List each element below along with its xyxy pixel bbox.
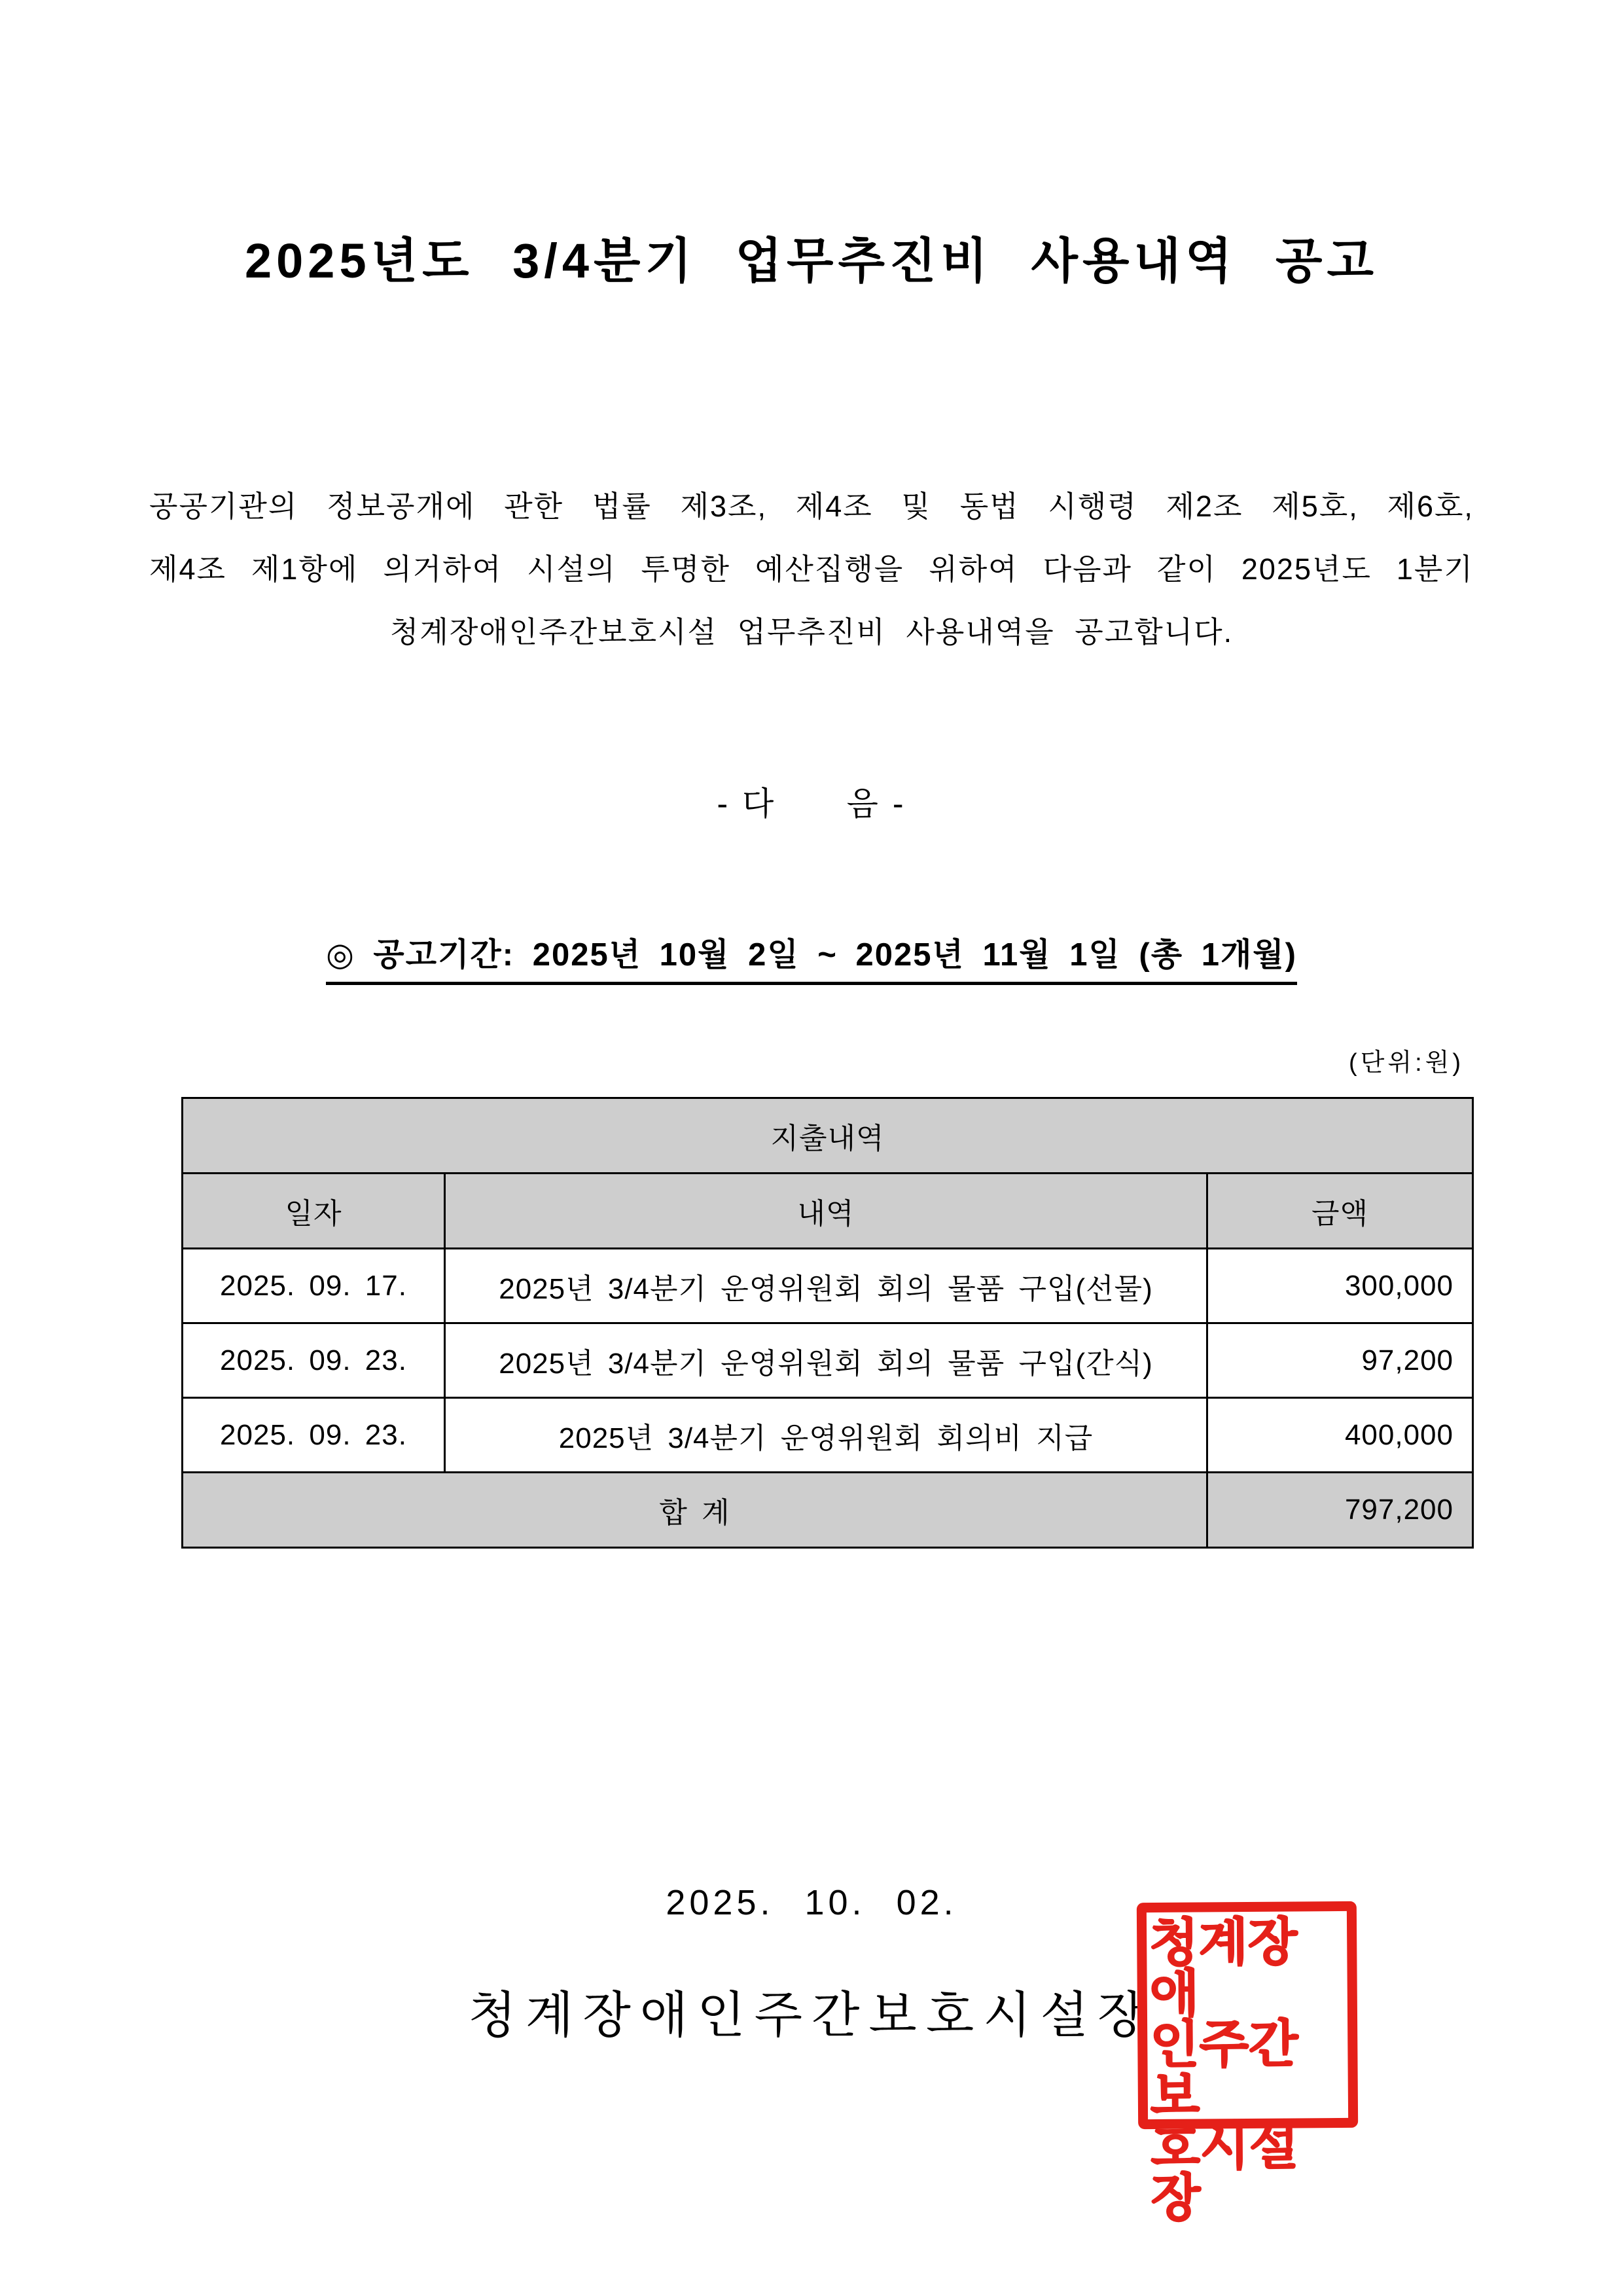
notice-period-text: ◎ 공고기간: 2025년 10월 2일 ~ 2025년 11월 1일 (총 1개월): [326, 929, 1297, 985]
body-word: 제6호,: [1387, 490, 1474, 523]
body-word: 시설의: [527, 552, 616, 586]
cell-amount: 300,000: [1207, 1249, 1473, 1323]
body-word: 및: [901, 490, 931, 523]
official-seal-stamp: [1137, 1901, 1358, 2227]
body-word: 법률: [592, 490, 652, 523]
table-row: [183, 1323, 1473, 1398]
table-header-row: [183, 1174, 1473, 1249]
body-word: 투명한: [641, 552, 730, 586]
body-word: 공공기관의: [149, 490, 298, 523]
body-word: 제4조: [149, 552, 226, 586]
column-header-date: 일자: [183, 1174, 445, 1249]
daum-separator-label: - 다 음 -: [717, 785, 906, 822]
body-word: 제5호,: [1272, 490, 1359, 523]
issue-date: 2025. 10. 02.: [666, 1883, 957, 1922]
column-header-desc: 내역: [445, 1174, 1207, 1249]
cell-date: 2025. 09. 23.: [183, 1398, 445, 1473]
body-word: 같이: [1156, 552, 1217, 586]
table-title: 지출내역: [183, 1098, 1473, 1174]
cell-date: 2025. 09. 23.: [183, 1323, 445, 1398]
body-word: 1분기: [1396, 552, 1474, 586]
seal-text-row: 인주간보: [1150, 2015, 1298, 2125]
body-word: 위하여: [929, 552, 1018, 586]
table-total-row: [183, 1473, 1473, 1548]
unit-label: (단위:원): [1349, 1049, 1464, 1077]
body-word: 정보공개에: [327, 490, 476, 523]
body-word: 시행령: [1048, 490, 1137, 523]
seal-text-row: 청계장애: [1149, 1913, 1298, 2023]
table-title-row: [183, 1098, 1473, 1174]
body-word: 제3조,: [680, 490, 768, 523]
page-title: 2025년도 3/4분기 업무추진비 사용내역 공고: [245, 234, 1378, 288]
body-word: 예산집행을: [755, 552, 904, 586]
body-line-2: [149, 538, 1474, 601]
column-header-amount: 금액: [1207, 1174, 1473, 1249]
cell-amount: 97,200: [1207, 1323, 1473, 1398]
body-line-3: 청계장애인주간보호시설 업무추진비 사용내역을 공고합니다.: [389, 615, 1234, 649]
cell-desc: 2025년 3/4분기 운영위원회 회의 물품 구입(선물): [445, 1249, 1207, 1323]
body-word: 제2조: [1166, 490, 1243, 523]
body-word: 관한: [504, 490, 564, 523]
body-word: 2025년도: [1241, 552, 1372, 586]
body-word: 의거하여: [383, 552, 503, 586]
issuer-name: 청계장애인주간보호시설장: [468, 1988, 1155, 2043]
total-label: 합 계: [183, 1473, 1207, 1548]
seal-text-row: 호시설장: [1150, 2117, 1299, 2227]
cell-amount: 400,000: [1207, 1398, 1473, 1473]
body-paragraph: [149, 475, 1474, 664]
table-row: [183, 1249, 1473, 1323]
cell-desc: 2025년 3/4분기 운영위원회 회의 물품 구입(간식): [445, 1323, 1207, 1398]
body-line-1: [149, 475, 1474, 538]
body-word: 다음과: [1043, 552, 1133, 586]
cell-desc: 2025년 3/4분기 운영위원회 회의비 지급: [445, 1398, 1207, 1473]
body-word: 동법: [959, 490, 1020, 523]
table-row: [183, 1398, 1473, 1473]
expense-table: [181, 1097, 1474, 1549]
notice-period-line: [0, 929, 1623, 985]
body-word: 제1항에: [251, 552, 359, 586]
total-amount: 797,200: [1207, 1473, 1473, 1548]
body-word: 제4조: [795, 490, 873, 523]
cell-date: 2025. 09. 17.: [183, 1249, 445, 1323]
